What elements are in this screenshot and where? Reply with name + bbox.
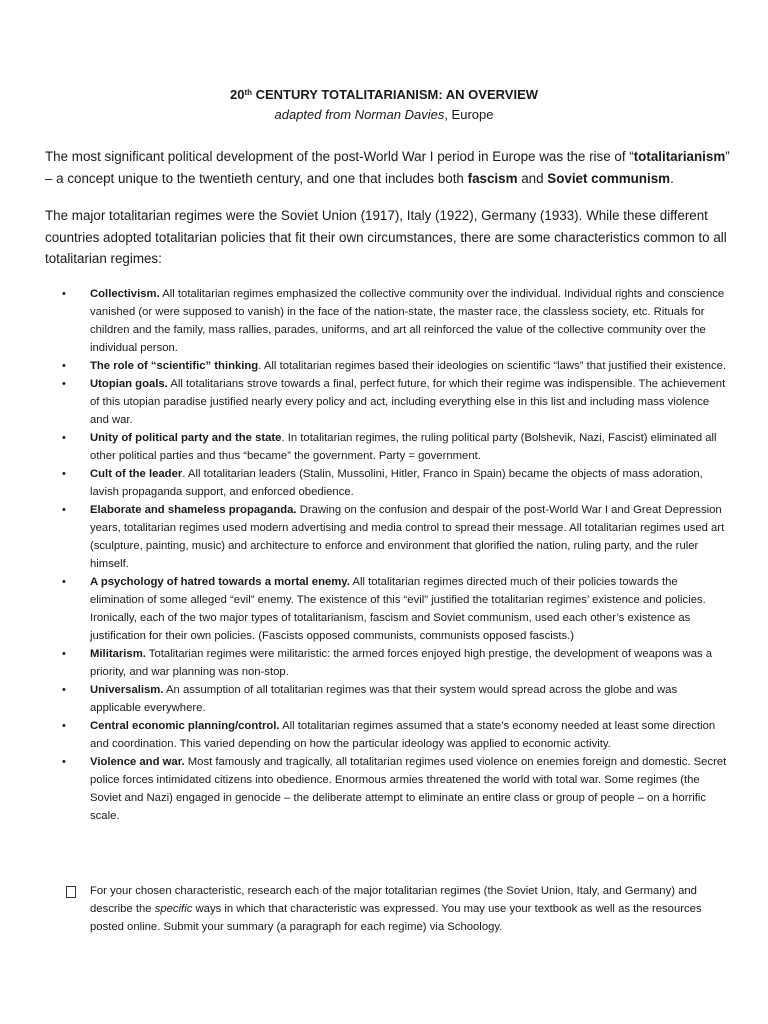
bullet-icon: • xyxy=(62,378,66,390)
characteristic-text: Drawing on the confusion and despair of the post-World War I and Great Depression years, totalitarian regimes used modern advertising and media control to spread their message. All totalitarian regimes used art (sculpture, painting, music) and architecture to enforce and environment that glorified the nation, ruling party, and the ruler himself. xyxy=(90,504,725,570)
intro-text: and xyxy=(517,170,548,186)
intro-paragraph-2: The major totalitarian regimes were the Soviet Union (1917), Italy (1922), Germany (1933). While these different countries adopted totalitarian policies that fit their own circumstances, there are some characteristics common to all totalitarian regimes: xyxy=(45,208,727,266)
intro-text: ” – a concept unique to the twentieth century, and one that includes both xyxy=(45,149,730,186)
characteristic-text: Totalitarian regimes were militaristic: the armed forces enjoyed high prestige, the development of weapons was a priority, and war planning was non-stop. xyxy=(90,648,713,678)
characteristic-term: Collectivism. xyxy=(90,288,160,300)
assignment-part: For your chosen characteristic, research each of the major totalitarian regimes (the Soviet Union, Italy, and Germany) and describe the xyxy=(90,885,697,915)
intro-term-fascism: fascism xyxy=(467,170,518,186)
characteristic-term: Unity of political party and the state xyxy=(90,432,282,444)
bullet-icon: • xyxy=(62,288,66,300)
characteristic-text: All totalitarian regimes directed much of their policies towards the elimination of some alleged “evil” enemy. The existence of this “evil” justified the totalitarian regimes’ existence and policies. Ironically, each of the two major types of totalitarianism, fascism and Soviet communism, used each other’s existence as justification for their own policies. (Fascists opposed communists, communists opposed fascists.) xyxy=(90,576,706,642)
subtitle-source: adapted from Norman Davies xyxy=(274,107,445,122)
intro-paragraph-1 xyxy=(45,146,735,189)
characteristic-text: All totalitarian regimes assumed that a state’s economy needed at least some direction and coordination. This varied depending on how the particular ideology was applied to economic activity. xyxy=(90,720,716,750)
characteristic-text: Most famously and tragically, all totalitarian regimes used violence on enemies foreign and domestic. Secret police forces intimidated citizens into obedience. Enormous armies threatened the world with total war. Some regimes (the Soviet and Nazi) engaged in genocide – the deliberate attempt to eliminate an entire class or group of people – on a horrific scale. xyxy=(90,756,727,822)
list-item xyxy=(62,645,727,681)
characteristic-term: Cult of the leader xyxy=(90,468,183,480)
subtitle-book: , Europe xyxy=(444,107,494,122)
title-superscript: th xyxy=(244,88,252,97)
list-item xyxy=(62,717,727,753)
list-item xyxy=(62,357,727,375)
bullet-icon: • xyxy=(62,648,66,660)
bullet-icon: • xyxy=(62,468,66,480)
characteristic-text: . In totalitarian regimes, the ruling political party (Bolshevik, Nazi, Fascist) eliminated all other political parties and thus “became” the government. Party = government. xyxy=(90,432,717,462)
bullet-icon: • xyxy=(62,720,66,732)
list-item xyxy=(62,465,727,501)
list-item xyxy=(62,501,727,573)
page-subtitle xyxy=(0,106,768,124)
intro-term-soviet-communism: Soviet communism xyxy=(547,170,671,186)
list-item xyxy=(62,285,727,357)
bullet-icon: • xyxy=(62,684,66,696)
bullet-icon: • xyxy=(62,756,66,768)
title-text: CENTURY TOTALITARIANISM: AN OVERVIEW xyxy=(252,87,539,102)
characteristic-text: An assumption of all totalitarian regimes was that their system would spread across the globe and was applicable everywhere. xyxy=(90,684,678,714)
assignment-text xyxy=(90,882,726,936)
page-title xyxy=(0,86,768,104)
list-item xyxy=(62,753,727,825)
characteristic-text: All totalitarians strove towards a final, perfect future, for which their regime was indispensible. The achievement of this utopian paradise justified nearly every policy and act, including everything else in this list and including mass violence and war. xyxy=(90,378,726,426)
intro-term-totalitarianism: totalitarianism xyxy=(633,149,726,164)
bullet-icon: • xyxy=(62,360,66,372)
title-number: 20 xyxy=(229,87,245,102)
list-item xyxy=(62,375,727,429)
bullet-icon: • xyxy=(62,504,66,516)
intro-text: . xyxy=(670,170,674,186)
bullet-icon: • xyxy=(62,432,66,444)
checkbox-icon xyxy=(66,886,76,898)
intro-text: The most significant political development of the post-World War I period in Europe was the rise of “ xyxy=(45,149,634,164)
assignment-part: ways in which that characteristic was expressed. You may use your textbook as well as the resources posted online. Submit your summary (a paragraph for each regime) via Schoology. xyxy=(90,903,702,933)
characteristic-term: Militarism. xyxy=(90,648,146,660)
characteristic-term: Universalism. xyxy=(90,684,164,696)
assignment-block xyxy=(66,882,726,936)
characteristic-term: Elaborate and shameless propaganda. xyxy=(90,504,297,516)
characteristic-term: The role of “scientific” thinking xyxy=(90,360,259,372)
assignment-emphasis: specific xyxy=(154,903,193,915)
characteristic-text: . All totalitarian leaders (Stalin, Mussolini, Hitler, Franco in Spain) became the objects of mass adoration, lavish propaganda support, and enforced obedience. xyxy=(90,468,703,498)
title-block xyxy=(0,86,768,124)
characteristic-term: Violence and war. xyxy=(90,756,185,768)
characteristic-term: Utopian goals. xyxy=(90,378,168,390)
list-item xyxy=(62,429,727,465)
bullet-icon: • xyxy=(62,576,66,588)
characteristic-text: . All totalitarian regimes based their ideologies on scientific “laws” that justified their existence. xyxy=(258,360,727,372)
characteristics-list xyxy=(62,285,727,825)
characteristic-text: All totalitarian regimes emphasized the collective community over the individual. Individual rights and conscience vanished (or were supposed to vanish) in the face of the nation-state, the master race, the classless society, etc. Rituals for children and the family, mass rallies, parades, uniforms, and art all reinforced the value of the collective community over the individual person. xyxy=(90,288,725,354)
list-item xyxy=(62,681,727,717)
characteristic-term: A psychology of hatred towards a mortal enemy. xyxy=(90,576,350,588)
list-item xyxy=(62,573,727,645)
characteristic-term: Central economic planning/control. xyxy=(90,720,280,732)
